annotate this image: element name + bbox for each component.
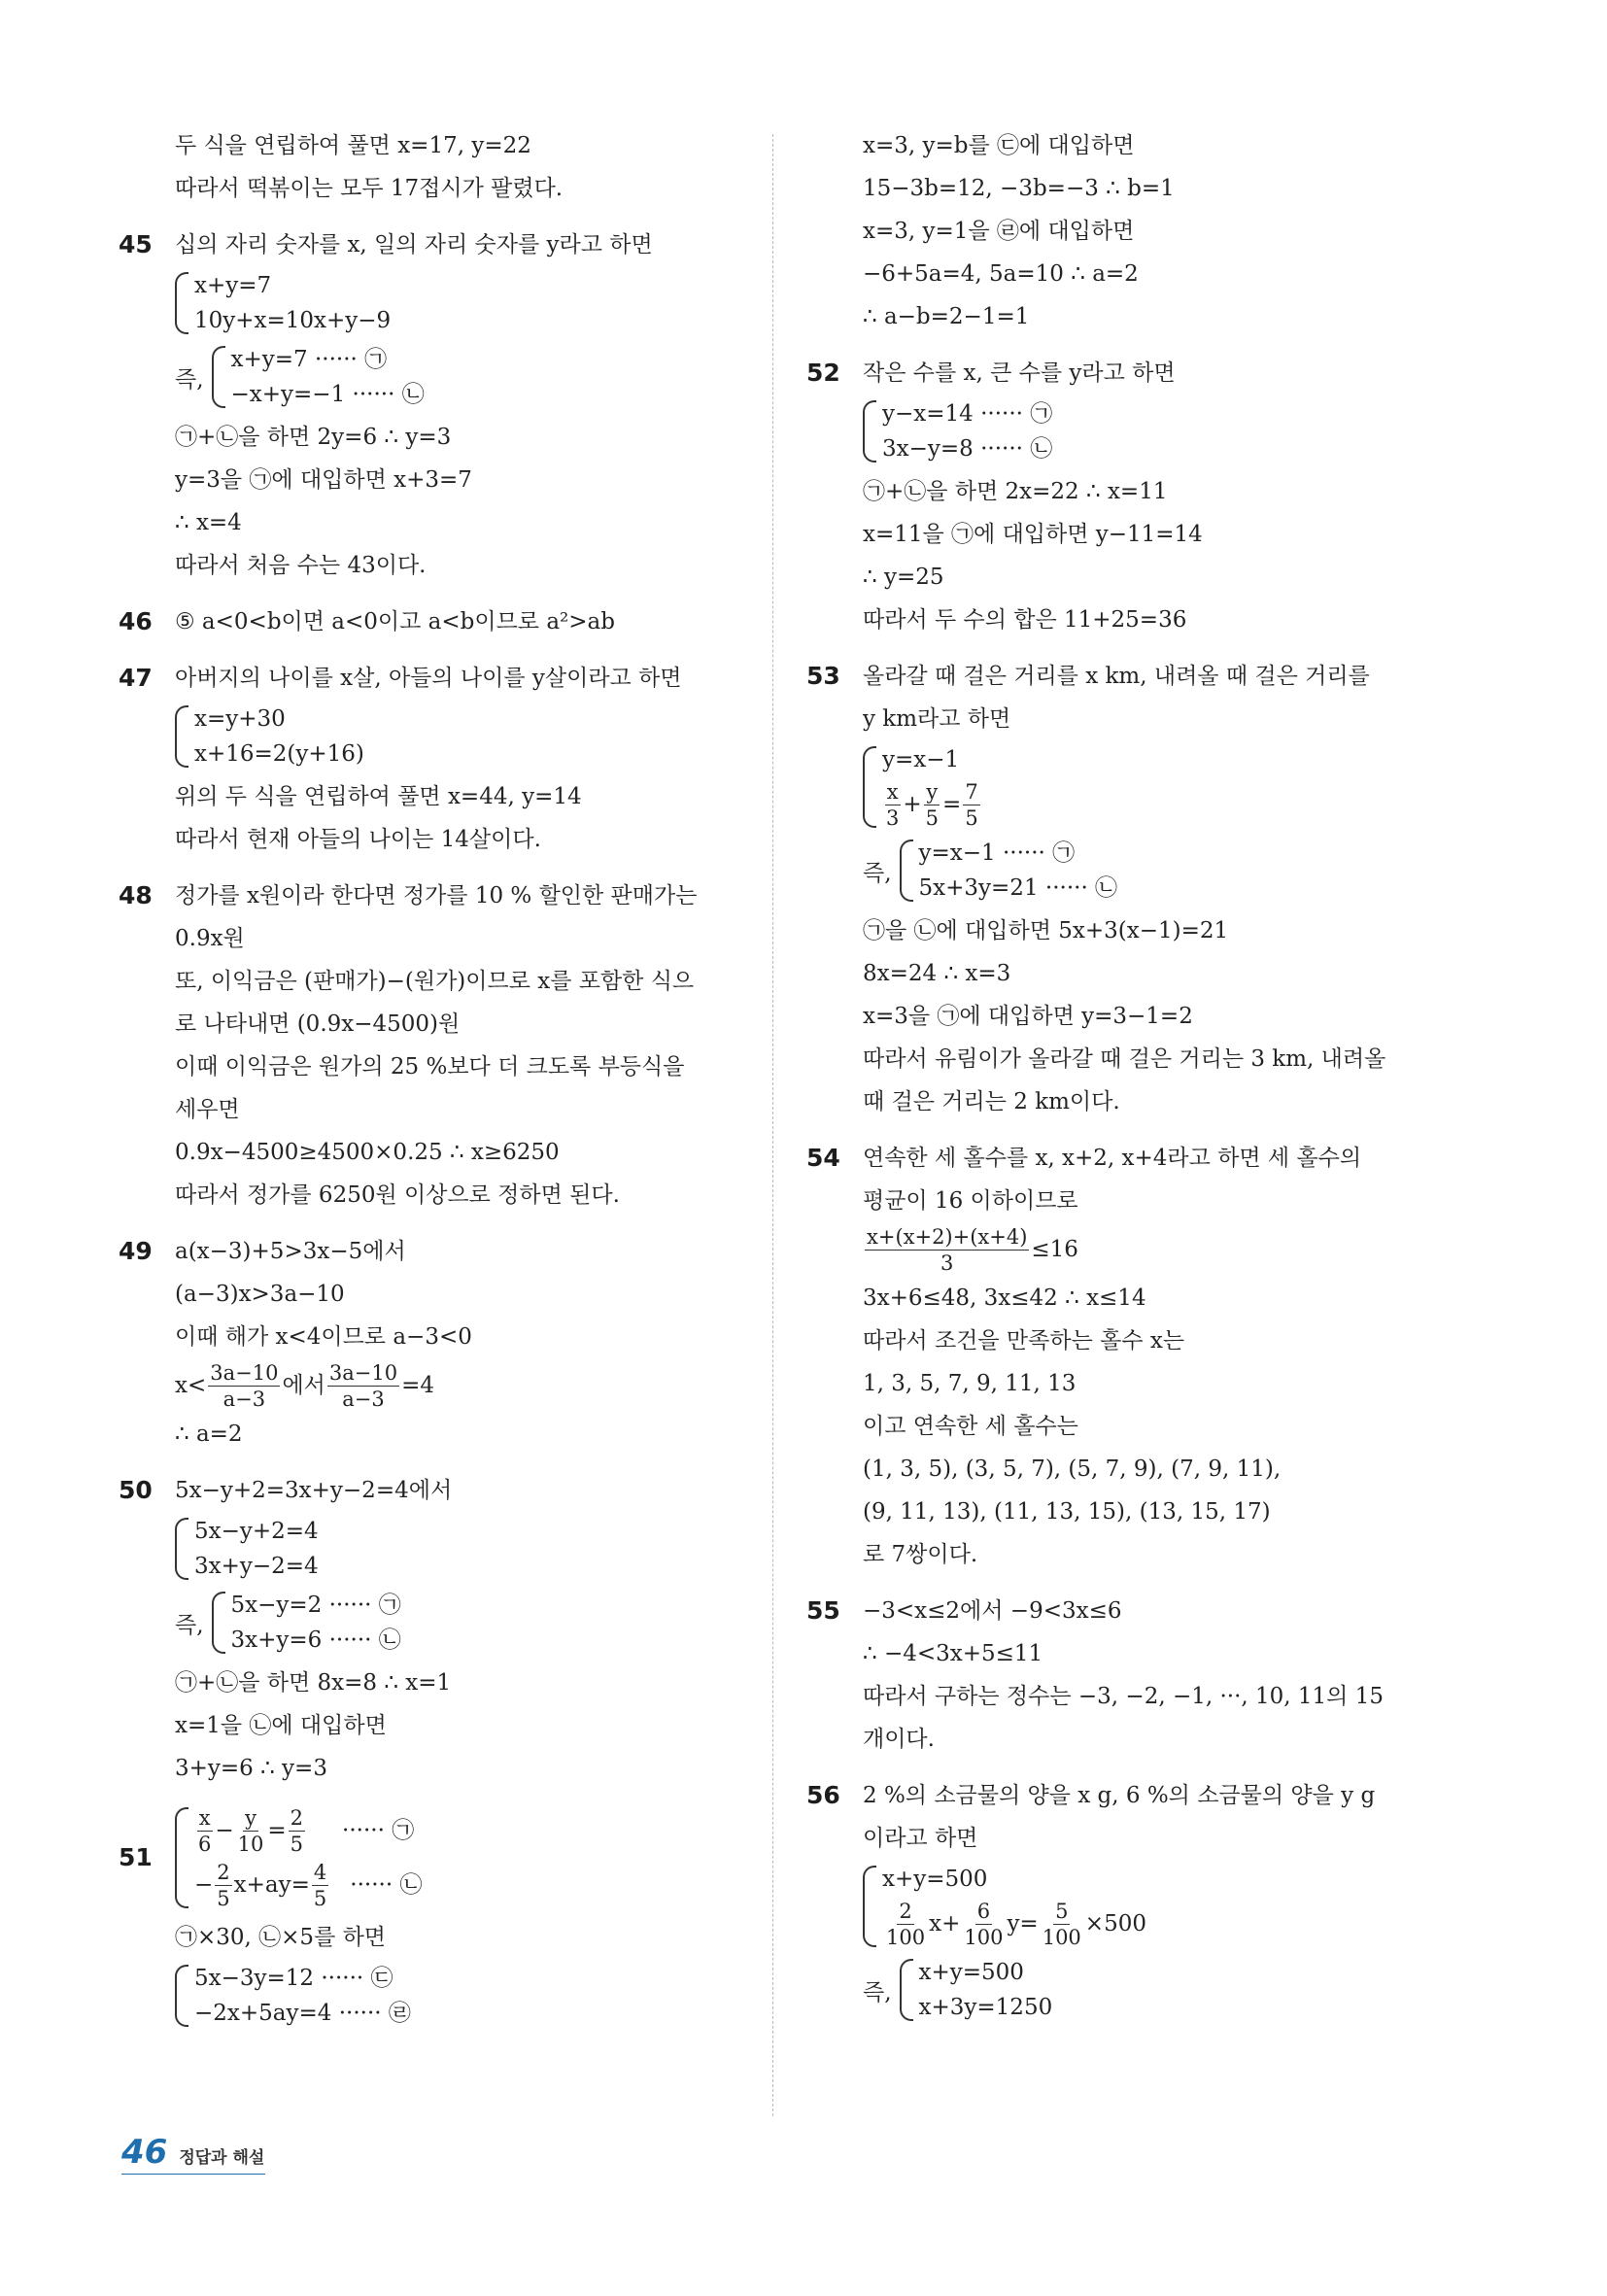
- text-line: 1, 3, 5, 7, 9, 11, 13: [863, 1371, 1077, 1396]
- brace: [900, 1959, 913, 2021]
- equation-system: [863, 742, 1438, 832]
- brace: [863, 400, 876, 463]
- text-line: a(x−3)+5>3x−5에서: [175, 1239, 406, 1264]
- text-line: ⑤ a<0<b이면 a<0이고 a<b이므로 a²>ab: [175, 609, 615, 634]
- problem-intro: 연속한 세 홀수를 x, x+2, x+4라고 하면 세 홀수의: [863, 1146, 1362, 1171]
- denominator: a−3: [222, 1387, 266, 1411]
- problem-53: [806, 655, 1438, 1123]
- problem-number: 55: [806, 1596, 840, 1625]
- system-lead: 즉,: [863, 860, 892, 886]
- problem-intro: 십의 자리 숫자를 x, 일의 자리 숫자를 y라고 하면: [175, 232, 653, 257]
- numerator: 3a−10: [328, 1360, 398, 1385]
- system-lead: 즉,: [175, 366, 204, 393]
- problem-intro: 2 %의 소금물의 양을 x g, 6 %의 소금물의 양을 y g: [863, 1783, 1376, 1808]
- problem-56: [806, 1774, 1438, 2025]
- numerator: 2: [217, 1860, 230, 1884]
- equation-system: [863, 1862, 1438, 1951]
- equation: x+y=7: [194, 273, 272, 298]
- fraction: [924, 779, 940, 831]
- fraction: [884, 1899, 927, 1950]
- problem-55: [806, 1590, 1438, 1761]
- numerator: 6: [976, 1899, 991, 1923]
- math-text: =: [942, 792, 962, 817]
- equation-system: [175, 1588, 740, 1658]
- equation: 5x+3y=21 ······ ㉡: [918, 875, 1118, 901]
- text-line: 따라서 현재 아들의 나이는 14살이다.: [175, 827, 541, 852]
- math-text: x+: [929, 1911, 961, 1936]
- math-text: y=: [1007, 1911, 1039, 1936]
- problem-intro: 아버지의 나이를 x살, 아들의 나이를 y살이라고 하면: [175, 666, 682, 691]
- fraction-line: [175, 1358, 740, 1413]
- math-text: ≤16: [1031, 1237, 1078, 1262]
- denominator: 5: [217, 1886, 230, 1910]
- left-column: [119, 124, 740, 2044]
- text-line: x=11을 ㉠에 대입하면 y−11=14: [863, 522, 1203, 547]
- brace: [175, 272, 188, 334]
- text-line: 15−3b=12, −3b=−3 ∴ b=1: [863, 176, 1175, 201]
- text-line: ㉠+㉡을 하면 2x=22 ∴ x=11: [863, 479, 1168, 504]
- fraction: [1041, 1899, 1083, 1950]
- equation: y=x−1 ······ ㉠: [918, 840, 1076, 866]
- brace: [863, 746, 876, 828]
- text-line: x=3, y=b를 ㉢에 대입하면: [863, 133, 1135, 158]
- equation: 10y+x=10x+y−9: [194, 308, 392, 333]
- text-line: ㉠+㉡을 하면 2y=6 ∴ y=3: [175, 425, 452, 450]
- problem-number: 53: [806, 662, 840, 690]
- equation-system: [175, 268, 740, 338]
- numerator: x: [198, 1805, 211, 1830]
- equation: [882, 777, 982, 832]
- fraction: [208, 1360, 280, 1412]
- math-text: +: [903, 792, 922, 817]
- equation: x+y=7 ······ ㉠: [230, 347, 388, 372]
- equation-system: [863, 396, 1438, 466]
- equation-system: [175, 1961, 740, 2031]
- text-line: ㉠+㉡을 하면 8x=8 ∴ x=1: [175, 1670, 452, 1696]
- text-line: ∴ a−b=2−1=1: [863, 304, 1030, 329]
- text-line: 0.9x원: [175, 926, 245, 951]
- denominator: 3: [886, 805, 900, 830]
- equation-system: [863, 836, 1438, 906]
- numerator: 2: [290, 1805, 304, 1830]
- problem-54: [806, 1137, 1438, 1576]
- text-line: 이고 연속한 세 홀수는: [863, 1414, 1078, 1439]
- problem-intro: 5x−y+2=3x+y−2=4에서: [175, 1478, 453, 1503]
- equation: x+y=500: [918, 1960, 1024, 1985]
- text-line: 세우면: [175, 1097, 240, 1122]
- text-line: −6+5a=4, 5a=10 ∴ a=2: [863, 261, 1139, 287]
- problem-46: [119, 600, 740, 643]
- text-line: 따라서 처음 수는 43이다.: [175, 553, 427, 578]
- brace: [175, 1965, 188, 2027]
- text-line: 따라서 조건을 만족하는 홀수 x는: [863, 1328, 1185, 1354]
- text-line: 따라서 떡볶이는 모두 17접시가 팔렸다.: [175, 176, 564, 201]
- math-text: 에서: [282, 1373, 325, 1398]
- problem-number: 54: [806, 1144, 840, 1172]
- equation: −2x+5ay=4 ······ ㉣: [194, 2001, 411, 2026]
- denominator: 5: [925, 805, 940, 830]
- page-number: 46: [121, 2133, 168, 2172]
- problem-number: 56: [806, 1781, 840, 1809]
- text-line: y=3을 ㉠에 대입하면 x+3=7: [175, 467, 472, 493]
- equation: y=x−1: [882, 747, 960, 772]
- denominator: 6: [198, 1832, 212, 1856]
- problem-48: [119, 874, 740, 1217]
- text-line: 따라서 두 수의 합은 11+25=36: [863, 607, 1187, 633]
- problem-number: 47: [119, 664, 153, 692]
- problem-51: [119, 1803, 740, 2031]
- fraction: [289, 1805, 305, 1857]
- problem-intro: 작은 수를 x, 큰 수를 y라고 하면: [863, 360, 1176, 386]
- problem-52: [806, 352, 1438, 641]
- text-line: 두 식을 연립하여 풀면 x=17, y=22: [175, 133, 531, 158]
- text-line: (a−3)x>3a−10: [175, 1282, 345, 1307]
- brace: [863, 1866, 876, 1947]
- text-line: ∴ y=25: [863, 565, 944, 590]
- brace: [175, 1807, 188, 1908]
- fraction: [865, 1224, 1029, 1276]
- page-footer: [121, 2133, 265, 2172]
- fraction: [236, 1805, 266, 1857]
- numerator: 7: [965, 779, 978, 804]
- problem-44-continued: [119, 124, 740, 210]
- problem-number: 49: [119, 1237, 153, 1265]
- equation-system: [175, 1514, 740, 1584]
- text-line: 따라서 구하는 정수는 −3, −2, −1, ···, 10, 11의 15: [863, 1684, 1384, 1709]
- problem-51-continued: [806, 124, 1438, 338]
- denominator: 100: [964, 1925, 1004, 1949]
- denominator: 3: [940, 1251, 954, 1275]
- equation-system: [175, 702, 740, 771]
- problem-intro: 올라갈 때 걸은 거리를 x km, 내려올 때 걸은 거리를: [863, 664, 1370, 689]
- text-line: 위의 두 식을 연립하여 풀면 x=44, y=14: [175, 784, 582, 809]
- text-line: ∴ −4<3x+5≤11: [863, 1641, 1043, 1666]
- column-divider: [772, 134, 773, 2116]
- equation-system: [175, 342, 740, 412]
- equation: 3x−y=8 ······ ㉡: [882, 436, 1053, 462]
- equation-tag: ······ ㉠: [342, 1818, 415, 1843]
- problem-number: 50: [119, 1476, 153, 1504]
- text-line: ∴ x=4: [175, 510, 242, 535]
- numerator: x+(x+2)+(x+4): [867, 1224, 1028, 1249]
- fraction: [215, 1860, 231, 1911]
- denominator: a−3: [342, 1387, 385, 1411]
- numerator: 4: [313, 1860, 327, 1884]
- equation-tag: ······ ㉡: [350, 1872, 423, 1898]
- text-line: (1, 3, 5), (3, 5, 7), (5, 7, 9), (7, 9, 11),: [863, 1456, 1282, 1482]
- problem-49: [119, 1230, 740, 1456]
- equation: x+16=2(y+16): [194, 741, 364, 767]
- text-line: 때 걸은 거리는 2 km이다.: [863, 1089, 1120, 1114]
- equation: 3x+y−2=4: [194, 1554, 319, 1579]
- text-line: ∴ a=2: [175, 1422, 243, 1447]
- problem-number: 48: [119, 881, 153, 909]
- system-lead: 즉,: [175, 1612, 204, 1638]
- text-line: x=3, y=1을 ㉣에 대입하면: [863, 219, 1135, 244]
- denominator: 100: [1042, 1925, 1081, 1949]
- math-text: x+ay=: [233, 1872, 310, 1898]
- numerator: 5: [1055, 1899, 1069, 1923]
- text-line: 정가를 x원이라 한다면 정가를 10 % 할인한 판매가는: [175, 883, 698, 908]
- right-column: [806, 124, 1438, 2039]
- problem-number: 46: [119, 607, 153, 635]
- text-line: 로 나타내면 (0.9x−4500)원: [175, 1011, 461, 1037]
- brace: [212, 1592, 225, 1654]
- math-text: −: [194, 1872, 214, 1898]
- equation: x+y=500: [882, 1867, 988, 1892]
- fraction: [884, 779, 901, 831]
- brace: [212, 346, 225, 408]
- problem-50: [119, 1469, 740, 1790]
- denominator: 5: [313, 1886, 327, 1910]
- text-line: −3<x≤2에서 −9<3x≤6: [863, 1598, 1122, 1624]
- text-line: 3x+6≤48, 3x≤42 ∴ x≤14: [863, 1285, 1146, 1311]
- text-line: ㉠×30, ㉡×5를 하면: [175, 1925, 387, 1950]
- numerator: x: [886, 779, 899, 804]
- equation: x=y+30: [194, 706, 286, 732]
- equation: y−x=14 ······ ㉠: [882, 401, 1053, 427]
- equation: [194, 1858, 422, 1912]
- math-text: −: [215, 1818, 234, 1843]
- equation: 3x+y=6 ······ ㉡: [230, 1628, 401, 1653]
- math-text: x<: [175, 1373, 207, 1398]
- problem-intro: 평균이 16 이하이므로: [863, 1188, 1078, 1214]
- text-line: 이때 해가 x<4이므로 a−3<0: [175, 1324, 472, 1350]
- equation: x+3y=1250: [918, 1995, 1053, 2020]
- text-line: 0.9x−4500≥4500×0.25 ∴ x≥6250: [175, 1140, 560, 1165]
- denominator: 100: [886, 1925, 926, 1949]
- text-line: ㉠을 ㉡에 대입하면 5x+3(x−1)=21: [863, 918, 1229, 943]
- equation: [194, 1803, 422, 1858]
- problem-number: 51: [119, 1843, 153, 1871]
- problem-intro: y km라고 하면: [863, 706, 1011, 732]
- problem-number: 45: [119, 230, 153, 258]
- math-text: =4: [401, 1373, 434, 1398]
- text-line: 따라서 유림이가 올라갈 때 걸은 거리는 3 km, 내려올: [863, 1046, 1386, 1072]
- math-text: ×500: [1084, 1911, 1146, 1936]
- text-line: 3+y=6 ∴ y=3: [175, 1756, 327, 1781]
- equation-system: [863, 1955, 1438, 2025]
- problem-intro: 이라고 하면: [863, 1826, 978, 1851]
- brace: [175, 705, 188, 768]
- equation: −x+y=−1 ······ ㉡: [230, 382, 425, 407]
- equation-system: [175, 1803, 740, 1912]
- denominator: 5: [965, 805, 978, 830]
- numerator: y: [245, 1805, 256, 1830]
- numerator: 2: [899, 1899, 912, 1923]
- brace: [900, 840, 913, 902]
- text-line: 또, 이익금은 (판매가)−(원가)이므로 x를 포함한 식으: [175, 969, 695, 994]
- equation: 5x−3y=12 ······ ㉢: [194, 1966, 393, 1991]
- fraction: [196, 1805, 213, 1857]
- fraction: [312, 1860, 328, 1911]
- text-line: x=1을 ㉡에 대입하면: [175, 1713, 387, 1738]
- text-line: (9, 11, 13), (11, 13, 15), (13, 15, 17): [863, 1499, 1271, 1525]
- equation: [882, 1897, 1146, 1951]
- text-line: 8x=24 ∴ x=3: [863, 961, 1011, 986]
- footer-label: 정답과 해설: [179, 2148, 265, 2168]
- fraction: [963, 779, 979, 831]
- numerator: 3a−10: [210, 1360, 279, 1385]
- numerator: y: [926, 779, 939, 804]
- text-line: x=3을 ㉠에 대입하면 y=3−1=2: [863, 1004, 1193, 1029]
- denominator: 10: [237, 1832, 264, 1856]
- text-line: 개이다.: [863, 1727, 935, 1752]
- text-line: 로 7쌍이다.: [863, 1542, 978, 1567]
- brace: [175, 1518, 188, 1580]
- text-line: 따라서 정가를 6250원 이상으로 정하면 된다.: [175, 1182, 620, 1208]
- fraction: [962, 1899, 1005, 1950]
- equation: 5x−y=2 ······ ㉠: [230, 1593, 401, 1618]
- problem-number: 52: [806, 359, 840, 387]
- fraction-line: [863, 1222, 1438, 1277]
- fraction: [327, 1360, 399, 1412]
- footer-rule: [121, 2174, 265, 2175]
- math-text: =: [267, 1818, 287, 1843]
- system-lead: 즉,: [863, 1979, 892, 2005]
- problem-47: [119, 657, 740, 861]
- text-line: 이때 이익금은 원가의 25 %보다 더 크도록 부등식을: [175, 1054, 685, 1079]
- equation: 5x−y+2=4: [194, 1519, 319, 1544]
- problem-45: [119, 223, 740, 587]
- denominator: 5: [290, 1832, 304, 1856]
